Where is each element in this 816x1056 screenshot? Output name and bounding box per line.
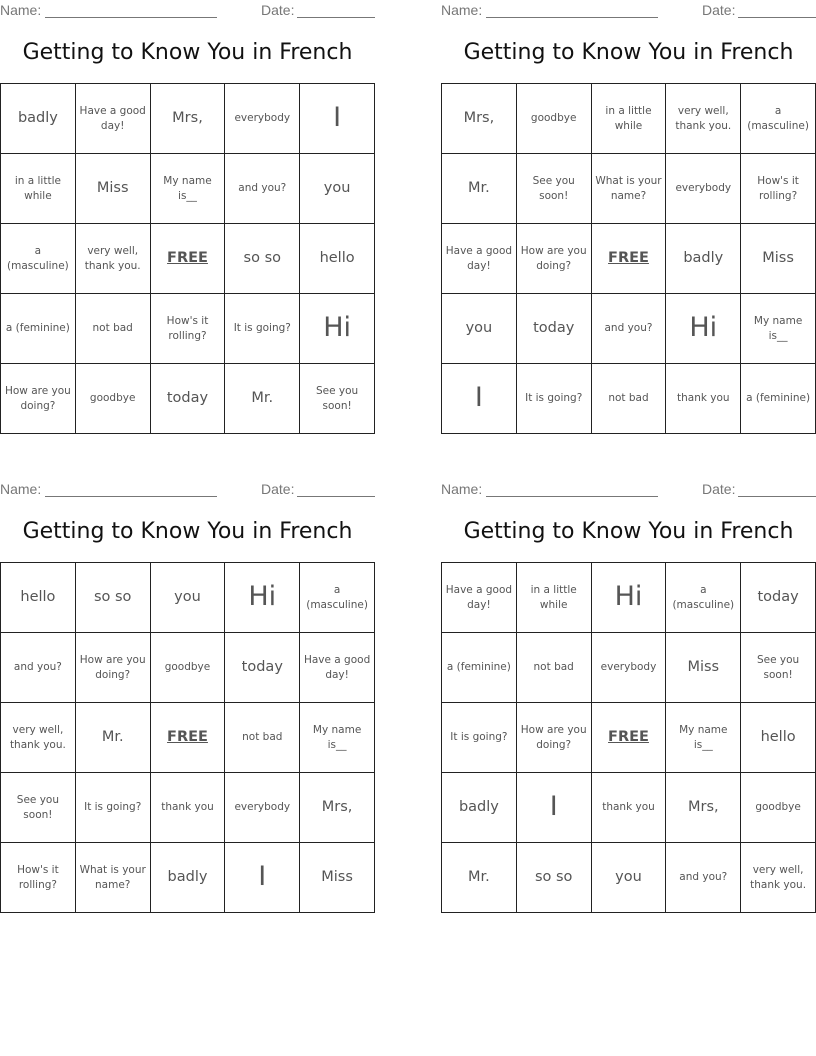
bingo-cell: Hi <box>592 563 667 633</box>
bingo-cell: Mr. <box>442 843 517 913</box>
bingo-cell: How are you doing? <box>517 703 592 773</box>
bingo-cell: Mr. <box>76 703 151 773</box>
bingo-cell: today <box>225 633 300 703</box>
bingo-cell: It is going? <box>76 773 151 843</box>
bingo-cell: and you? <box>592 294 667 364</box>
bingo-cell: a (masculine) <box>300 563 375 633</box>
date-label: Date: <box>261 481 295 497</box>
bingo-grid <box>441 83 816 434</box>
bingo-card-3 <box>0 479 376 919</box>
bingo-cell: Miss <box>300 843 375 913</box>
bingo-cell: goodbye <box>76 364 151 434</box>
bingo-cell: and you? <box>225 154 300 224</box>
bingo-cell: everybody <box>225 84 300 154</box>
bingo-cell: Mrs, <box>442 84 517 154</box>
bingo-cell: thank you <box>592 773 667 843</box>
bingo-grid <box>441 562 816 913</box>
bingo-cell: See you soon! <box>517 154 592 224</box>
bingo-cell: What is your name? <box>76 843 151 913</box>
bingo-cell: My name is__ <box>151 154 226 224</box>
bingo-cell: Mr. <box>442 154 517 224</box>
bingo-cell: very well, thank you. <box>1 703 76 773</box>
date-line <box>738 496 816 497</box>
bingo-cell: everybody <box>592 633 667 703</box>
date-label: Date: <box>261 2 295 18</box>
bingo-cell: Mr. <box>225 364 300 434</box>
card-header <box>0 479 376 501</box>
card-header <box>0 0 376 22</box>
name-line <box>486 496 658 497</box>
bingo-cell: not bad <box>225 703 300 773</box>
bingo-grid <box>0 562 375 913</box>
date-line <box>297 17 375 18</box>
bingo-cell: How are you doing? <box>76 633 151 703</box>
bingo-cell: Have a good day! <box>442 224 517 294</box>
bingo-cell: How's it rolling? <box>151 294 226 364</box>
bingo-cell: hello <box>1 563 76 633</box>
bingo-cell: I <box>517 773 592 843</box>
bingo-cell: It is going? <box>517 364 592 434</box>
bingo-cell: goodbye <box>517 84 592 154</box>
bingo-cell: today <box>151 364 226 434</box>
bingo-cell: thank you <box>666 364 741 434</box>
name-label: Name: <box>0 2 42 18</box>
bingo-cell: I <box>225 843 300 913</box>
bingo-cell: in a little while <box>517 563 592 633</box>
bingo-cell: today <box>517 294 592 364</box>
bingo-cell: not bad <box>517 633 592 703</box>
bingo-card-4 <box>441 479 816 919</box>
card-title: Getting to Know You in French <box>463 40 794 65</box>
bingo-cell: It is going? <box>225 294 300 364</box>
bingo-cell: hello <box>300 224 375 294</box>
bingo-cell: What is your name? <box>592 154 667 224</box>
name-label: Name: <box>441 2 483 18</box>
bingo-cell: and you? <box>666 843 741 913</box>
bingo-cell: very well, thank you. <box>666 84 741 154</box>
bingo-cell: a (masculine) <box>666 563 741 633</box>
bingo-cell: See you soon! <box>300 364 375 434</box>
card-title: Getting to Know You in French <box>22 519 353 544</box>
bingo-cell: not bad <box>592 364 667 434</box>
bingo-cell: badly <box>442 773 517 843</box>
bingo-cell: a (feminine) <box>741 364 816 434</box>
bingo-cell: Hi <box>666 294 741 364</box>
free-space-cell: FREE <box>592 224 667 294</box>
bingo-cell: It is going? <box>442 703 517 773</box>
bingo-cell: Mrs, <box>666 773 741 843</box>
bingo-cell: I <box>442 364 517 434</box>
bingo-cell: very well, thank you. <box>76 224 151 294</box>
bingo-cell: so so <box>225 224 300 294</box>
bingo-cell: goodbye <box>151 633 226 703</box>
bingo-cell: How are you doing? <box>1 364 76 434</box>
bingo-cell: badly <box>151 843 226 913</box>
bingo-cell: Mrs, <box>151 84 226 154</box>
bingo-cell: a (masculine) <box>1 224 76 294</box>
name-label: Name: <box>441 481 483 497</box>
bingo-cell: How's it rolling? <box>1 843 76 913</box>
bingo-cell: Hi <box>300 294 375 364</box>
name-line <box>45 496 217 497</box>
bingo-cell: everybody <box>666 154 741 224</box>
date-label: Date: <box>702 481 736 497</box>
bingo-cell: in a little while <box>592 84 667 154</box>
bingo-cell: How are you doing? <box>517 224 592 294</box>
bingo-cell: you <box>300 154 375 224</box>
bingo-card-1 <box>0 0 376 440</box>
date-line <box>297 496 375 497</box>
bingo-cell: My name is__ <box>741 294 816 364</box>
card-header <box>441 0 816 22</box>
bingo-cell: everybody <box>225 773 300 843</box>
bingo-cell: Miss <box>741 224 816 294</box>
bingo-cell: Hi <box>225 563 300 633</box>
bingo-cell: I <box>300 84 375 154</box>
card-title: Getting to Know You in French <box>22 40 353 65</box>
bingo-cell: My name is__ <box>300 703 375 773</box>
bingo-cell: hello <box>741 703 816 773</box>
bingo-cell: See you soon! <box>741 633 816 703</box>
bingo-cell: so so <box>517 843 592 913</box>
bingo-cell: a (feminine) <box>442 633 517 703</box>
bingo-card-2 <box>441 0 816 440</box>
bingo-cell: Mrs, <box>300 773 375 843</box>
bingo-cell: badly <box>666 224 741 294</box>
bingo-cell: Miss <box>666 633 741 703</box>
bingo-cell: you <box>151 563 226 633</box>
card-header <box>441 479 816 501</box>
bingo-cell: and you? <box>1 633 76 703</box>
date-line <box>738 17 816 18</box>
bingo-cell: How's it rolling? <box>741 154 816 224</box>
bingo-cell: you <box>592 843 667 913</box>
bingo-cell: you <box>442 294 517 364</box>
bingo-grid <box>0 83 375 434</box>
free-space-cell: FREE <box>151 703 226 773</box>
bingo-cell: goodbye <box>741 773 816 843</box>
name-line <box>486 17 658 18</box>
name-label: Name: <box>0 481 42 497</box>
bingo-cell: in a little while <box>1 154 76 224</box>
bingo-cell: not bad <box>76 294 151 364</box>
bingo-cell: a (masculine) <box>741 84 816 154</box>
card-title: Getting to Know You in French <box>463 519 794 544</box>
free-space-cell: FREE <box>151 224 226 294</box>
free-space-cell: FREE <box>592 703 667 773</box>
bingo-cell: Have a good day! <box>442 563 517 633</box>
bingo-cell: very well, thank you. <box>741 843 816 913</box>
bingo-cell: My name is__ <box>666 703 741 773</box>
bingo-cell: a (feminine) <box>1 294 76 364</box>
bingo-cell: Have a good day! <box>76 84 151 154</box>
date-label: Date: <box>702 2 736 18</box>
name-line <box>45 17 217 18</box>
bingo-cell: thank you <box>151 773 226 843</box>
bingo-cell: so so <box>76 563 151 633</box>
bingo-cell: Miss <box>76 154 151 224</box>
bingo-cell: badly <box>1 84 76 154</box>
bingo-cell: today <box>741 563 816 633</box>
bingo-cell: See you soon! <box>1 773 76 843</box>
bingo-cell: Have a good day! <box>300 633 375 703</box>
